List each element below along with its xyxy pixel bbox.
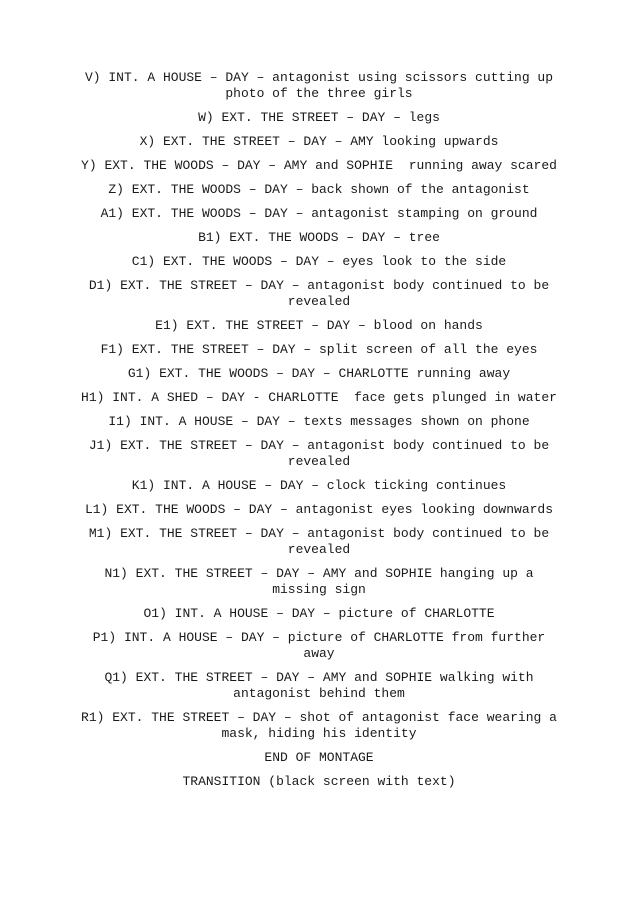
- shot-line-d1: D1) EXT. THE STREET – DAY – antagonist body continued to be revealed: [88, 278, 557, 309]
- shot-line-b1: B1) EXT. THE WOODS – DAY – tree: [198, 230, 440, 245]
- end-of-montage: END OF MONTAGE: [264, 750, 374, 765]
- shot-line-l1: L1) EXT. THE WOODS – DAY – antagonist eyes looking downwards: [84, 502, 554, 517]
- shot-line-k1: K1) INT. A HOUSE – DAY – clock ticking continues: [131, 478, 507, 493]
- shot-line-j1: J1) EXT. THE STREET – DAY – antagonist body continued to be revealed: [88, 438, 557, 469]
- shot-line-x: X) EXT. THE STREET – DAY – AMY looking upwards: [139, 134, 499, 149]
- shot-line-g1: G1) EXT. THE WOODS – DAY – CHARLOTTE running away: [127, 366, 511, 381]
- script-page: [78, 70, 565, 798]
- shot-line-p1: P1) INT. A HOUSE – DAY – picture of CHARLOTTE from further away: [92, 630, 554, 661]
- shot-line-i1: I1) INT. A HOUSE – DAY – texts messages shown on phone: [108, 414, 530, 429]
- shot-line-a1: A1) EXT. THE WOODS – DAY – antagonist stamping on ground: [100, 206, 538, 221]
- shot-line-q1: Q1) EXT. THE STREET – DAY – AMY and SOPHIE walking with antagonist behind them: [104, 670, 542, 701]
- shot-line-o1: O1) INT. A HOUSE – DAY – picture of CHARLOTTE: [143, 606, 495, 621]
- shot-line-v: V) INT. A HOUSE – DAY – antagonist using scissors cutting up photo of the three girls: [84, 70, 561, 101]
- shot-line-f1: F1) EXT. THE STREET – DAY – split screen of all the eyes: [100, 342, 538, 357]
- shot-line-z: Z) EXT. THE WOODS – DAY – back shown of the antagonist: [108, 182, 530, 197]
- shot-line-n1: N1) EXT. THE STREET – DAY – AMY and SOPHIE hanging up a missing sign: [104, 566, 542, 597]
- shot-line-e1: E1) EXT. THE STREET – DAY – blood on hands: [155, 318, 483, 333]
- shot-line-y: Y) EXT. THE WOODS – DAY – AMY and SOPHIE running away scared: [81, 158, 557, 173]
- shot-line-w: W) EXT. THE STREET – DAY – legs: [198, 110, 440, 125]
- shot-line-r1: R1) EXT. THE STREET – DAY – shot of antagonist face wearing a mask, hiding his identity: [81, 710, 565, 741]
- shot-line-c1: C1) EXT. THE WOODS – DAY – eyes look to the side: [131, 254, 507, 269]
- transition-note: TRANSITION (black screen with text): [182, 774, 456, 789]
- shot-line-h1: H1) INT. A SHED – DAY - CHARLOTTE face gets plunged in water: [81, 390, 557, 405]
- shot-line-m1: M1) EXT. THE STREET – DAY – antagonist body continued to be revealed: [88, 526, 557, 557]
